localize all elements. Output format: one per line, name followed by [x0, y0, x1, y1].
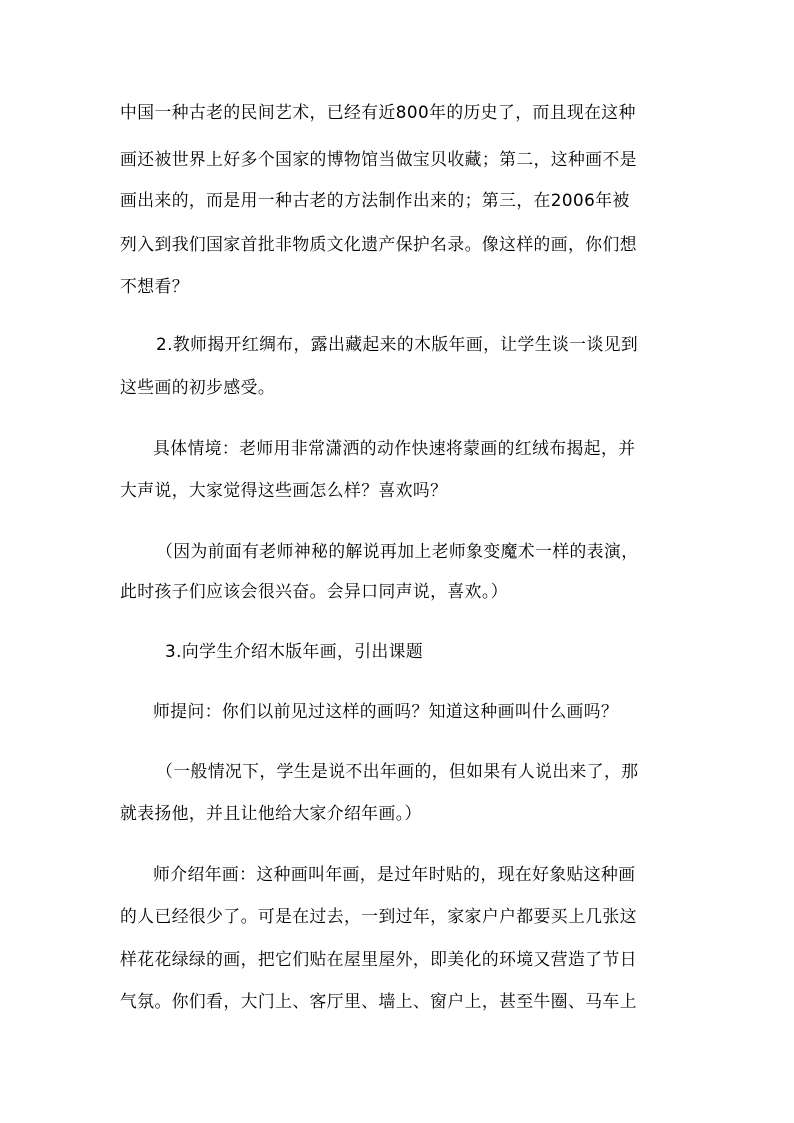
text-line: 的人已经很少了。可是在过去，一到过年，家家户户都要买上几张这 — [120, 906, 637, 926]
text-line: 3.向学生介绍木版年画，引出课题 — [165, 641, 424, 661]
text-line: 样花花绿绿的画，把它们贴在屋里屋外，即美化的环境又营造了节日 — [120, 949, 637, 969]
text-line: 这些画的初步感受。 — [120, 377, 276, 397]
text-line: 不想看？ — [120, 276, 189, 296]
text-line: 2.教师揭开红绸布，露出藏起来的木版年画，让学生谈一谈见到 — [156, 334, 639, 354]
text-line: 画出来的，而是用一种古老的方法制作出来的；第三，在2006年被 — [120, 190, 630, 210]
text-line: 列入到我们国家首批非物质文化遗产保护名录。像这样的画，你们想 — [120, 234, 637, 254]
text-line: 此时孩子们应该会很兴奋。会异口同声说，喜欢。） — [120, 581, 508, 601]
text-line: （因为前面有老师神秘的解说再加上老师象变魔术一样的表演， — [156, 541, 639, 561]
text-line: 师提问：你们以前见过这样的画吗？知道这种画叫什么画吗？ — [153, 701, 619, 721]
text-line: 中国一种古老的民间艺术，已经有近800年的历史了，而且现在这种 — [120, 102, 636, 122]
text-line: 气氛。你们看，大门上、客厅里、墙上、窗户上，甚至牛圈、马车上 — [120, 991, 637, 1011]
text-line: 大声说，大家觉得这些画怎么样？喜欢吗？ — [120, 480, 448, 500]
text-line: （一般情况下，学生是说不出年画的，但如果有人说出来了，那 — [156, 761, 639, 781]
text-line: 画还被世界上好多个国家的博物馆当做宝贝收藏；第二，这种画不是 — [120, 149, 637, 169]
text-line: 师介绍年画：这种画叫年画，是过年时贴的，现在好象贴这种画 — [153, 864, 636, 884]
text-line: 具体情境：老师用非常潇洒的动作快速将蒙画的红绒布揭起，并 — [153, 438, 636, 458]
text-line: 就表扬他，并且让他给大家介绍年画。） — [120, 803, 422, 823]
